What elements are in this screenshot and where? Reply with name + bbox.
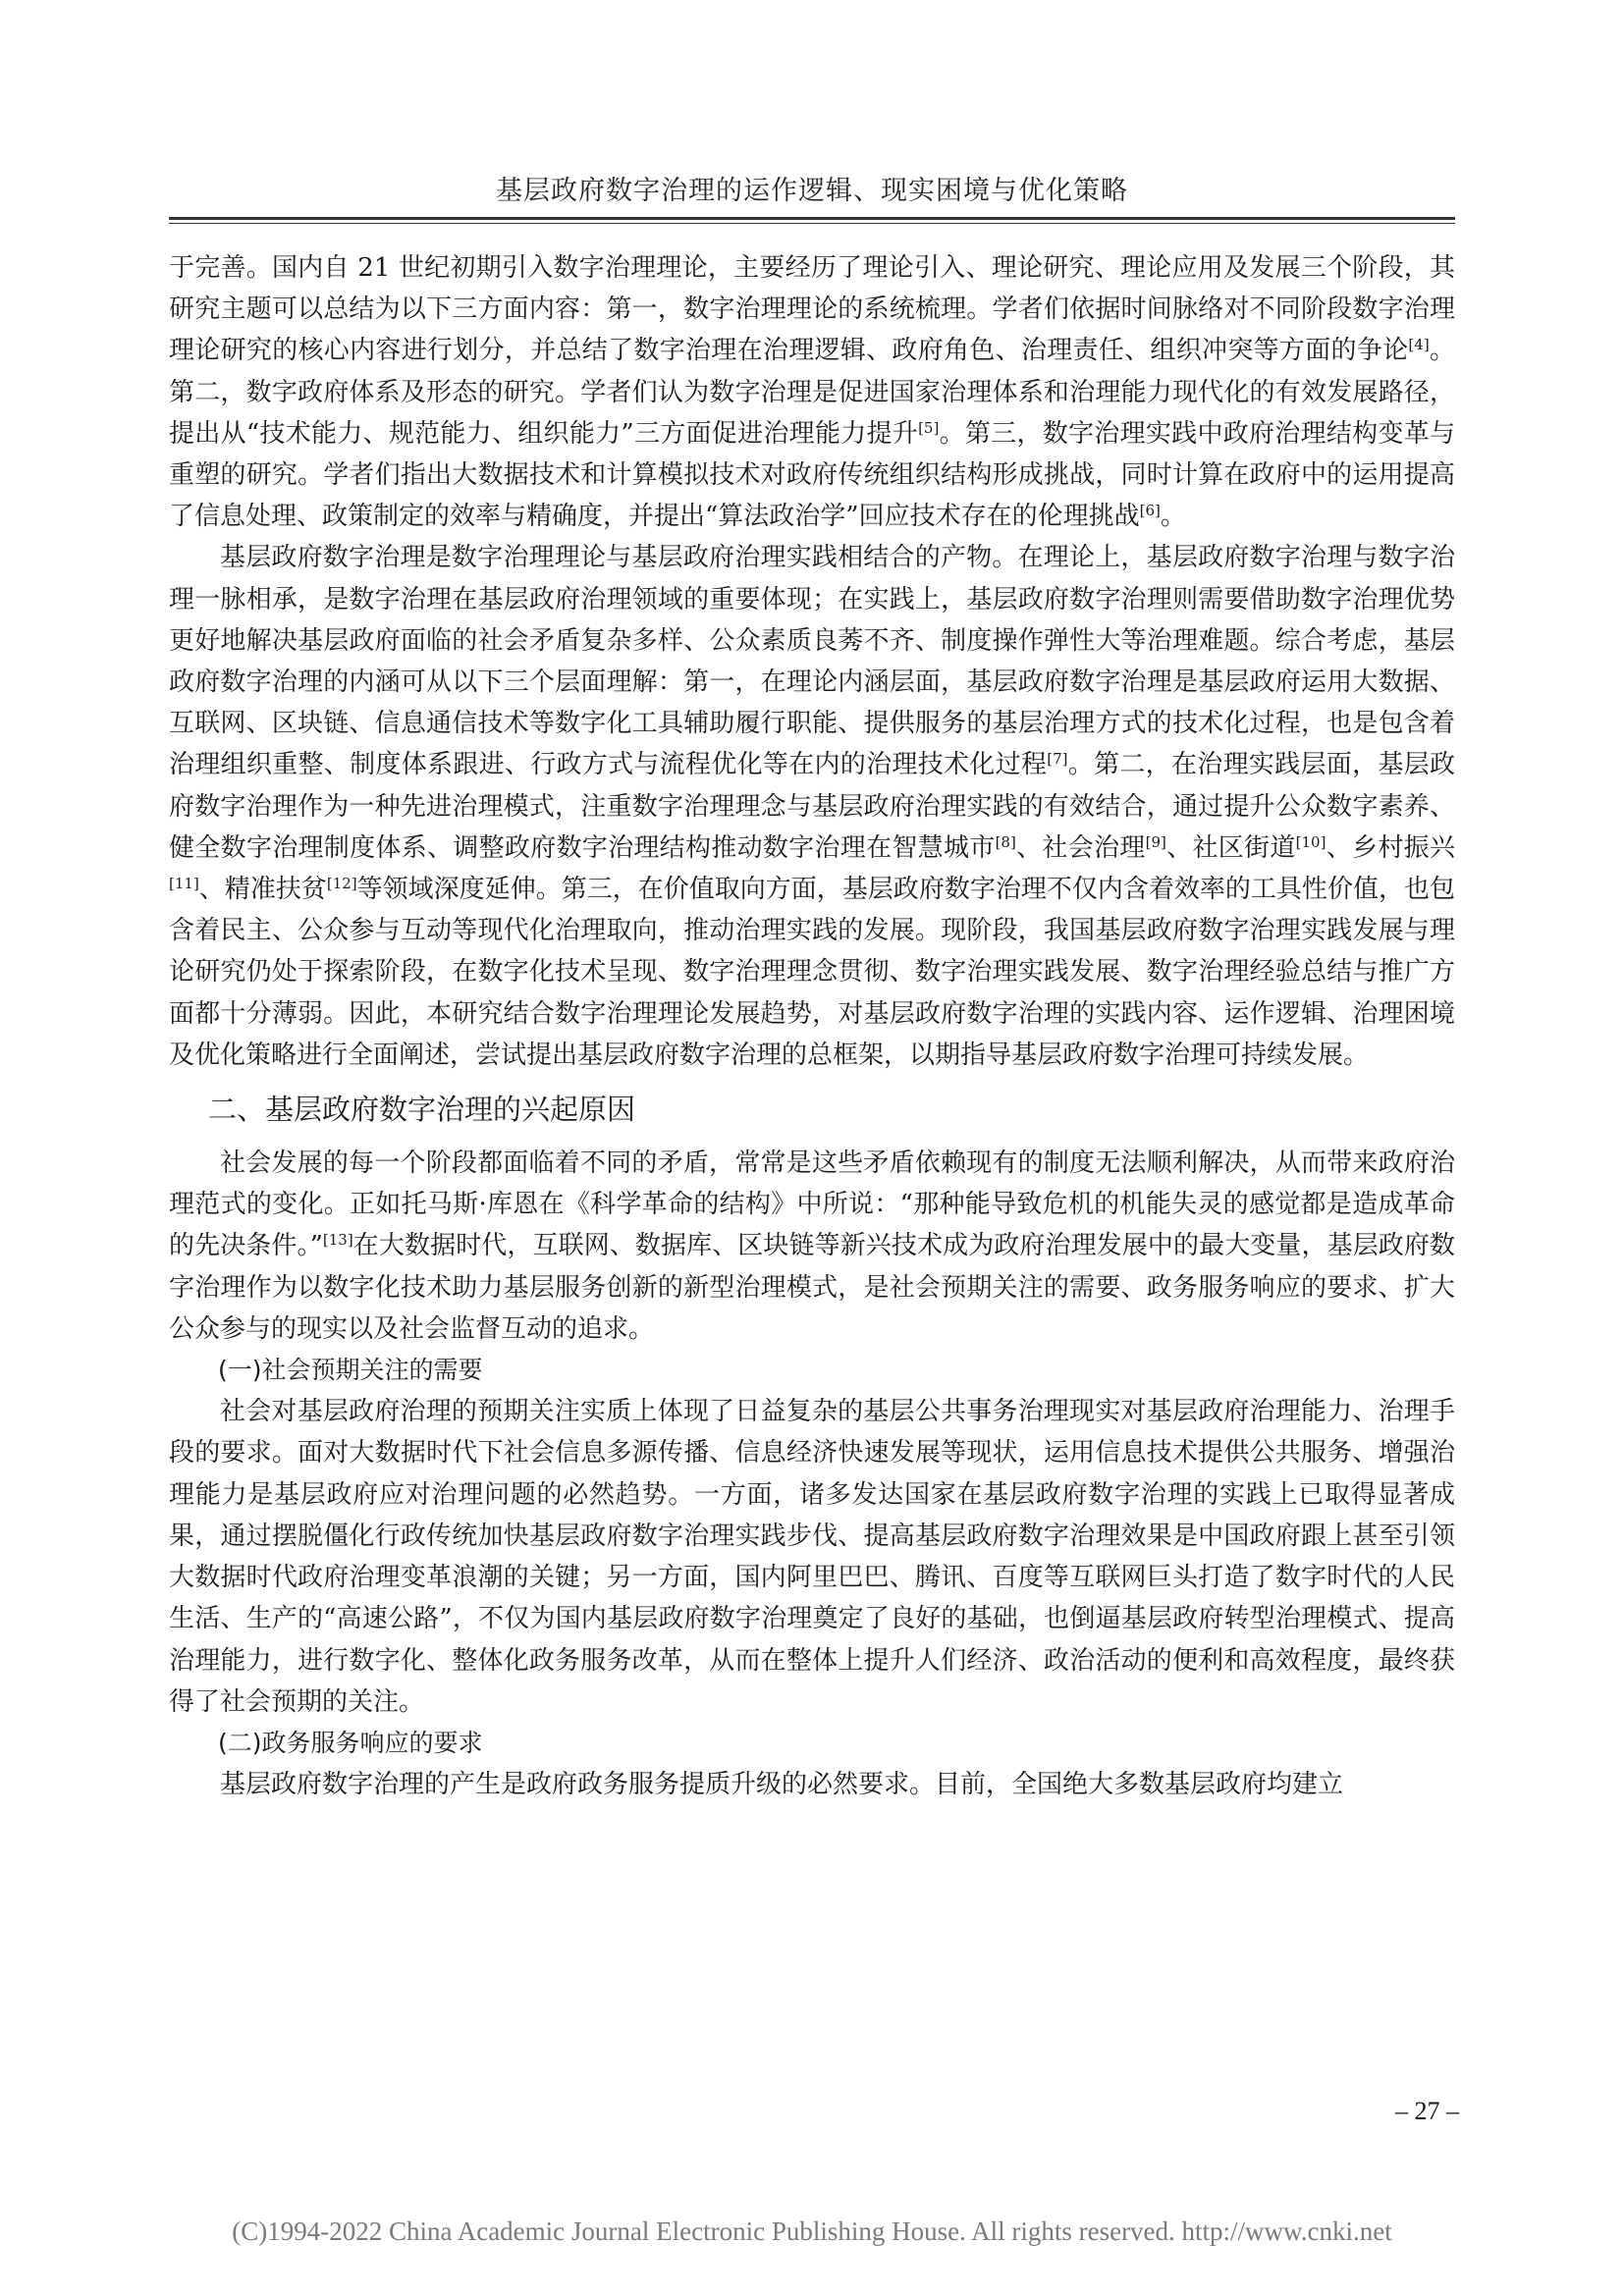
- paragraph: 社会对基层政府治理的预期关注实质上体现了日益复杂的基层公共事务治理现实对基层政府治理能力、治理手段的要求。面对大数据时代下社会信息多源传播、信息经济快速发展等现状，运用信息技术提供公共服务、增强治理能力是基层政府应对治理问题的必然趋势。一方面，诸多发达国家在基层政府数字治理的实践上已取得显著成果，通过摆脱僵化行政传统加快基层政府数字治理实践步伐、提高基层政府数字治理效果是中国政府跟上甚至引领大数据时代政府治理变革浪潮的关键；另一方面，国内阿里巴巴、腾讯、百度等互联网巨头打造了数字时代的人民生活、生产的“高速公路”，不仅为国内基层政府数字治理奠定了良好的基础，也倒逼基层政府转型治理模式、提高治理能力，进行数字化、整体化政务服务改革，从而在整体上提升人们经济、政治活动的便利和高效程度，最终获得了社会预期的关注。: [169, 1397, 1455, 1717]
- citation: [9]: [1145, 832, 1166, 851]
- citation: [5]: [918, 418, 940, 437]
- header-rule-thin: [169, 223, 1455, 224]
- header-rule: [169, 217, 1455, 220]
- paragraph: 基层政府数字治理的产生是政府政务服务提质升级的必然要求。目前，全国绝大多数基层政府均建立: [220, 1770, 1344, 1800]
- section-heading: 二、基层政府数字治理的兴起原因: [208, 1093, 636, 1127]
- citation: [4]: [1408, 336, 1430, 354]
- subsection-heading: (二)政务服务响应的要求: [218, 1728, 483, 1757]
- running-header: 基层政府数字治理的运作逻辑、现实困境与优化策略: [496, 176, 1128, 206]
- copyright-notice: (C)1994-2022 China Academic Journal Electronic Publishing House. All rights reserved. http://www.cnki.net: [232, 2216, 1392, 2246]
- citation: [8]: [995, 832, 1016, 851]
- subsection-heading: (一)社会预期关注的需要: [218, 1356, 483, 1385]
- citation: [12]: [326, 875, 357, 893]
- citation: [10]: [1295, 832, 1326, 851]
- paragraph: 基层政府数字治理是数字治理理论与基层政府治理实践相结合的产物。在理论上，基层政府数字治理与数字治理一脉相承，是数字治理在基层政府治理领域的重要体现；在实践上，基层政府数字治理则需要借助数字治理优势更好地解决基层政府面临的社会矛盾复杂多样、公众素质良莠不齐、制度操作弹性大等治理难题。综合考虑，基层政府数字治理的内涵可从以下三个层面理解：第一，在理论内涵层面，基层政府数字治理是基层政府运用大数据、互联网、区块链、信息通信技术等数字化工具辅助履行职能、提供服务的基层治理方式的技术化过程，也是包含着治理组织重整、制度体系跟进、行政方式与流程优化等在内的治理技术化过程[7]。第二，在治理实践层面，基层政府数字治理作为一种先进治理模式，注重数字治理理念与基层政府治理实践的有效结合，通过提升公众数字素养、健全数字治理制度体系、调整政府数字治理结构推动数字治理在智慧城市[8]、社会治理[9]、社区街道[10]、乡村振兴[11]、精准扶贫[12]等领域深度延伸。第三，在价值取向方面，基层政府数字治理不仅内含着效率的工具性价值，也包含着民主、公众参与互动等现代化治理取向，推动治理实践的发展。现阶段，我国基层政府数字治理实践发展与理论研究仍处于探索阶段，在数字化技术呈现、数字治理理念贯彻、数字治理实践发展、数字治理经验总结与推广方面都十分薄弱。因此，本研究结合数字治理理论发展趋势，对基层政府数字治理的实践内容、运作逻辑、治理困境及优化策略进行全面阐述，尝试提出基层政府数字治理的总框架，以期指导基层政府数字治理可持续发展。: [169, 543, 1455, 1070]
- citation: [6]: [1139, 502, 1161, 520]
- citation: [11]: [169, 875, 199, 893]
- paragraph: 社会发展的每一个阶段都面临着不同的矛盾，常常是这些矛盾依赖现有的制度无法顺利解决，从而带来政府治理范式的变化。正如托马斯·库恩在《科学革命的结构》中所说：“那种能导致危机的机能失灵的感觉都是造成革命的先决条件。”[13]在大数据时代，互联网、数据库、区块链等新兴技术成为政府治理发展中的最大变量，基层政府数字治理作为以数字化技术助力基层服务创新的新型治理模式，是社会预期关注的需要、政务服务响应的要求、扩大公众参与的现实以及社会监督互动的追求。: [169, 1148, 1455, 1344]
- page-number: – 27 –: [1395, 2097, 1459, 2125]
- citation: [13]: [322, 1231, 353, 1250]
- article-body: [169, 247, 1455, 1805]
- citation: [7]: [1047, 750, 1068, 769]
- paragraph: 于完善。国内自 21 世纪初期引入数字治理理论，主要经历了理论引入、理论研究、理论应用及发展三个阶段，其研究主题可以总结为以下三方面内容：第一，数字治理理论的系统梳理。学者们依据时间脉络对不同阶段数字治理理论研究的核心内容进行划分，并总结了数字治理在治理逻辑、政府角色、治理责任、组织冲突等方面的争论[4]。第二，数字政府体系及形态的研究。学者们认为数字治理是促进国家治理体系和治理能力现代化的有效发展路径，提出从“技术能力、规范能力、组织能力”三方面促进治理能力提升[5]。第三，数字治理实践中政府治理结构变革与重塑的研究。学者们指出大数据技术和计算模拟技术对政府传统组织结构形成挑战，同时计算在政府中的运用提高了信息处理、政策制定的效率与精确度，并提出“算法政治学”回应技术存在的伦理挑战[6]。: [169, 253, 1455, 532]
